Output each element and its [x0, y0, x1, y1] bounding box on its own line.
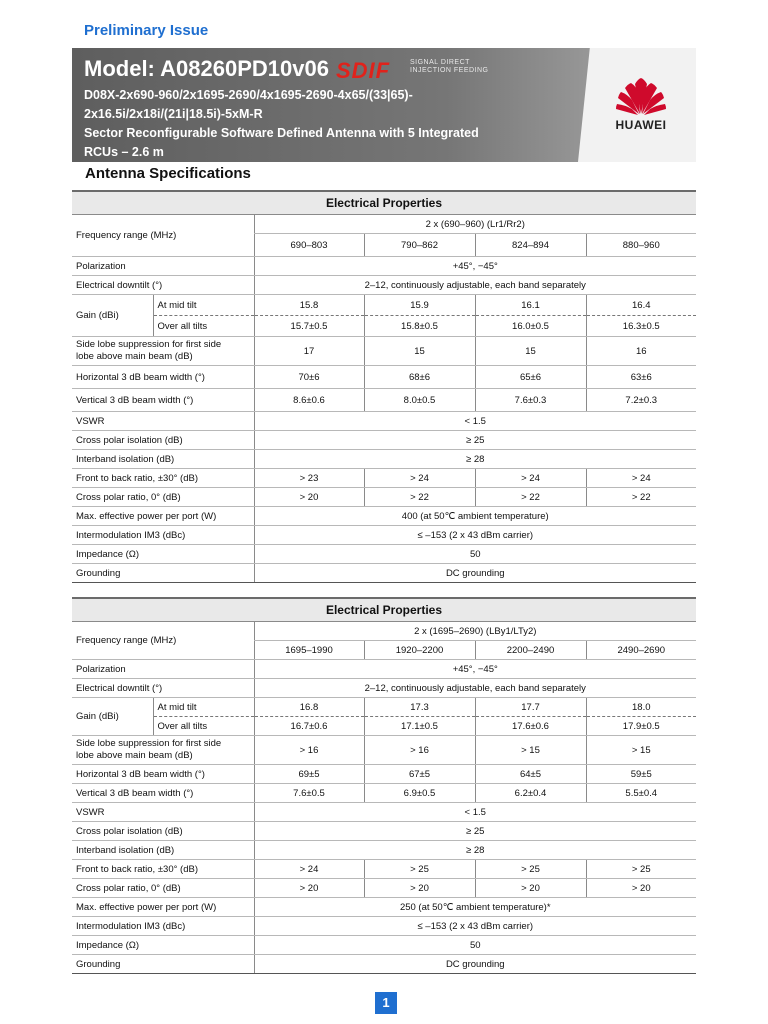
band-cell: 690–803 [254, 234, 364, 257]
electrical-properties-table-2 [72, 597, 696, 974]
fb-cell: > 25 [586, 860, 696, 879]
downtilt-value: 2–12, continuously adjustable, each band separately [254, 679, 696, 698]
gain-cell: 16.1 [475, 295, 586, 316]
huawei-wordmark: HUAWEI [615, 118, 667, 132]
xpr-label: Cross polar ratio, 0° (dB) [72, 879, 254, 898]
sidelobe-cell: 16 [586, 337, 696, 366]
xpr-label: Cross polar ratio, 0° (dB) [72, 488, 254, 507]
fb-cell: > 24 [586, 469, 696, 488]
sidelobe-cell: > 16 [254, 736, 364, 765]
huawei-flower-icon [616, 78, 666, 116]
freq-group: 2 x (1695–2690) (LBy1/LTy2) [254, 622, 696, 641]
freq-label: Frequency range (MHz) [72, 622, 254, 660]
hbw-label: Horizontal 3 dB beam width (°) [72, 765, 254, 784]
vswr-label: VSWR [72, 412, 254, 431]
fb-label: Front to back ratio, ±30° (dB) [72, 469, 254, 488]
vbw-label: Vertical 3 dB beam width (°) [72, 784, 254, 803]
fb-label: Front to back ratio, ±30° (dB) [72, 860, 254, 879]
gain-mid-label: At mid tilt [153, 295, 254, 316]
xpr-cell: > 22 [364, 488, 475, 507]
band-cell: 1695–1990 [254, 641, 364, 660]
gain-label: Gain (dBi) [72, 295, 153, 337]
downtilt-label: Electrical downtilt (°) [72, 679, 254, 698]
gain-cell: 15.8±0.5 [364, 316, 475, 337]
polarization-label: Polarization [72, 660, 254, 679]
fb-cell: > 24 [475, 469, 586, 488]
sidelobe-label-line-2: lobe above main beam (dB) [76, 351, 193, 362]
vbw-cell: 6.9±0.5 [364, 784, 475, 803]
vbw-cell: 8.6±0.6 [254, 389, 364, 412]
polarization-label: Polarization [72, 257, 254, 276]
subtitle-line-1: D08X-2x690-960/2x1695-2690/4x1695-2690-4x65/(33|65)- [84, 88, 413, 102]
fb-cell: > 24 [254, 860, 364, 879]
polarization-value: +45°, −45° [254, 257, 696, 276]
sdif-tagline [410, 59, 489, 75]
table-title: Electrical Properties [72, 191, 696, 215]
band-cell: 824–894 [475, 234, 586, 257]
im3-label: Intermodulation IM3 (dBc) [72, 526, 254, 545]
xpr-cell: > 20 [475, 879, 586, 898]
hbw-cell: 63±6 [586, 366, 696, 389]
table-title: Electrical Properties [72, 598, 696, 622]
sidelobe-label-line-2: lobe above main beam (dB) [76, 750, 193, 761]
power-label: Max. effective power per port (W) [72, 507, 254, 526]
gain-cell: 16.0±0.5 [475, 316, 586, 337]
grounding-label: Grounding [72, 564, 254, 583]
vbw-cell: 7.6±0.5 [254, 784, 364, 803]
vbw-cell: 7.6±0.3 [475, 389, 586, 412]
xpr-cell: > 20 [254, 488, 364, 507]
grounding-value: DC grounding [254, 955, 696, 974]
gain-cell: 15.7±0.5 [254, 316, 364, 337]
xpi-value: ≥ 25 [254, 431, 696, 450]
band-cell: 790–862 [364, 234, 475, 257]
hbw-cell: 59±5 [586, 765, 696, 784]
grounding-value: DC grounding [254, 564, 696, 583]
gain-cell: 18.0 [586, 698, 696, 717]
fb-cell: > 25 [475, 860, 586, 879]
gain-cell: 17.9±0.5 [586, 717, 696, 736]
ibi-label: Interband isolation (dB) [72, 841, 254, 860]
gain-mid-label: At mid tilt [153, 698, 254, 717]
model-banner [72, 48, 696, 162]
power-label: Max. effective power per port (W) [72, 898, 254, 917]
gain-cell: 17.6±0.6 [475, 717, 586, 736]
im3-value: ≤ –153 (2 x 43 dBm carrier) [254, 526, 696, 545]
sidelobe-cell: > 15 [475, 736, 586, 765]
gain-all-label: Over all tilts [153, 717, 254, 736]
xpr-cell: > 20 [364, 879, 475, 898]
impedance-label: Impedance (Ω) [72, 936, 254, 955]
sidelobe-cell: 17 [254, 337, 364, 366]
vswr-value: < 1.5 [254, 803, 696, 822]
ibi-value: ≥ 28 [254, 841, 696, 860]
huawei-logo [606, 78, 676, 132]
model-subtitle [84, 86, 504, 162]
vswr-label: VSWR [72, 803, 254, 822]
impedance-label: Impedance (Ω) [72, 545, 254, 564]
ibi-label: Interband isolation (dB) [72, 450, 254, 469]
vbw-cell: 5.5±0.4 [586, 784, 696, 803]
gain-cell: 17.1±0.5 [364, 717, 475, 736]
hbw-cell: 68±6 [364, 366, 475, 389]
sdif-logo: SDIF [336, 58, 391, 83]
im3-label: Intermodulation IM3 (dBc) [72, 917, 254, 936]
gain-cell: 16.8 [254, 698, 364, 717]
xpi-label: Cross polar isolation (dB) [72, 822, 254, 841]
band-cell: 2200–2490 [475, 641, 586, 660]
gain-cell: 17.3 [364, 698, 475, 717]
grounding-label: Grounding [72, 955, 254, 974]
gain-cell: 16.4 [586, 295, 696, 316]
band-cell: 880–960 [586, 234, 696, 257]
xpi-value: ≥ 25 [254, 822, 696, 841]
im3-value: ≤ –153 (2 x 43 dBm carrier) [254, 917, 696, 936]
fb-cell: > 24 [364, 469, 475, 488]
hbw-cell: 64±5 [475, 765, 586, 784]
subtitle-line-2: 2x16.5i/2x18i/(21i|18.5i)-5xM-R [84, 107, 263, 121]
sidelobe-cell: > 16 [364, 736, 475, 765]
sidelobe-cell: 15 [475, 337, 586, 366]
gain-cell: 15.8 [254, 295, 364, 316]
vbw-cell: 7.2±0.3 [586, 389, 696, 412]
freq-label: Frequency range (MHz) [72, 215, 254, 257]
page-number: 1 [375, 992, 397, 1014]
gain-cell: 15.9 [364, 295, 475, 316]
sidelobe-label-line-1: Side lobe suppression for first side [76, 738, 222, 749]
xpi-label: Cross polar isolation (dB) [72, 431, 254, 450]
hbw-cell: 69±5 [254, 765, 364, 784]
preliminary-issue-label: Preliminary Issue [84, 22, 209, 39]
downtilt-label: Electrical downtilt (°) [72, 276, 254, 295]
fb-cell: > 25 [364, 860, 475, 879]
power-value: 400 (at 50℃ ambient temperature) [254, 507, 696, 526]
hbw-cell: 65±6 [475, 366, 586, 389]
band-cell: 1920–2200 [364, 641, 475, 660]
vbw-cell: 8.0±0.5 [364, 389, 475, 412]
xpr-cell: > 20 [254, 879, 364, 898]
polarization-value: +45°, −45° [254, 660, 696, 679]
freq-group: 2 x (690–960) (Lr1/Rr2) [254, 215, 696, 234]
fb-cell: > 23 [254, 469, 364, 488]
xpr-cell: > 22 [475, 488, 586, 507]
gain-cell: 16.3±0.5 [586, 316, 696, 337]
hbw-label: Horizontal 3 dB beam width (°) [72, 366, 254, 389]
sidelobe-label-line-1: Side lobe suppression for first side [76, 339, 222, 350]
band-cell: 2490–2690 [586, 641, 696, 660]
downtilt-value: 2–12, continuously adjustable, each band separately [254, 276, 696, 295]
subtitle-line-4: RCUs – 2.6 m [84, 145, 164, 159]
hbw-cell: 70±6 [254, 366, 364, 389]
sidelobe-cell: 15 [364, 337, 475, 366]
xpr-cell: > 20 [586, 879, 696, 898]
impedance-value: 50 [254, 545, 696, 564]
sidelobe-label [72, 736, 254, 765]
sdif-tagline-line-1: SIGNAL DIRECT [410, 59, 470, 66]
gain-cell: 17.7 [475, 698, 586, 717]
electrical-properties-table-1 [72, 190, 696, 583]
hbw-cell: 67±5 [364, 765, 475, 784]
model-title: Model: A08260PD10v06 [84, 56, 329, 81]
section-title: Antenna Specifications [85, 165, 251, 182]
sidelobe-cell: > 15 [586, 736, 696, 765]
xpr-cell: > 22 [586, 488, 696, 507]
vswr-value: < 1.5 [254, 412, 696, 431]
gain-cell: 16.7±0.6 [254, 717, 364, 736]
vbw-cell: 6.2±0.4 [475, 784, 586, 803]
gain-label: Gain (dBi) [72, 698, 153, 736]
gain-all-label: Over all tilts [153, 316, 254, 337]
sdif-tagline-line-2: INJECTION FEEDING [410, 67, 489, 74]
impedance-value: 50 [254, 936, 696, 955]
power-value: 250 (at 50℃ ambient temperature)* [254, 898, 696, 917]
ibi-value: ≥ 28 [254, 450, 696, 469]
subtitle-line-3: Sector Reconfigurable Software Defined Antenna with 5 Integrated [84, 126, 479, 140]
sidelobe-label [72, 337, 254, 366]
vbw-label: Vertical 3 dB beam width (°) [72, 389, 254, 412]
